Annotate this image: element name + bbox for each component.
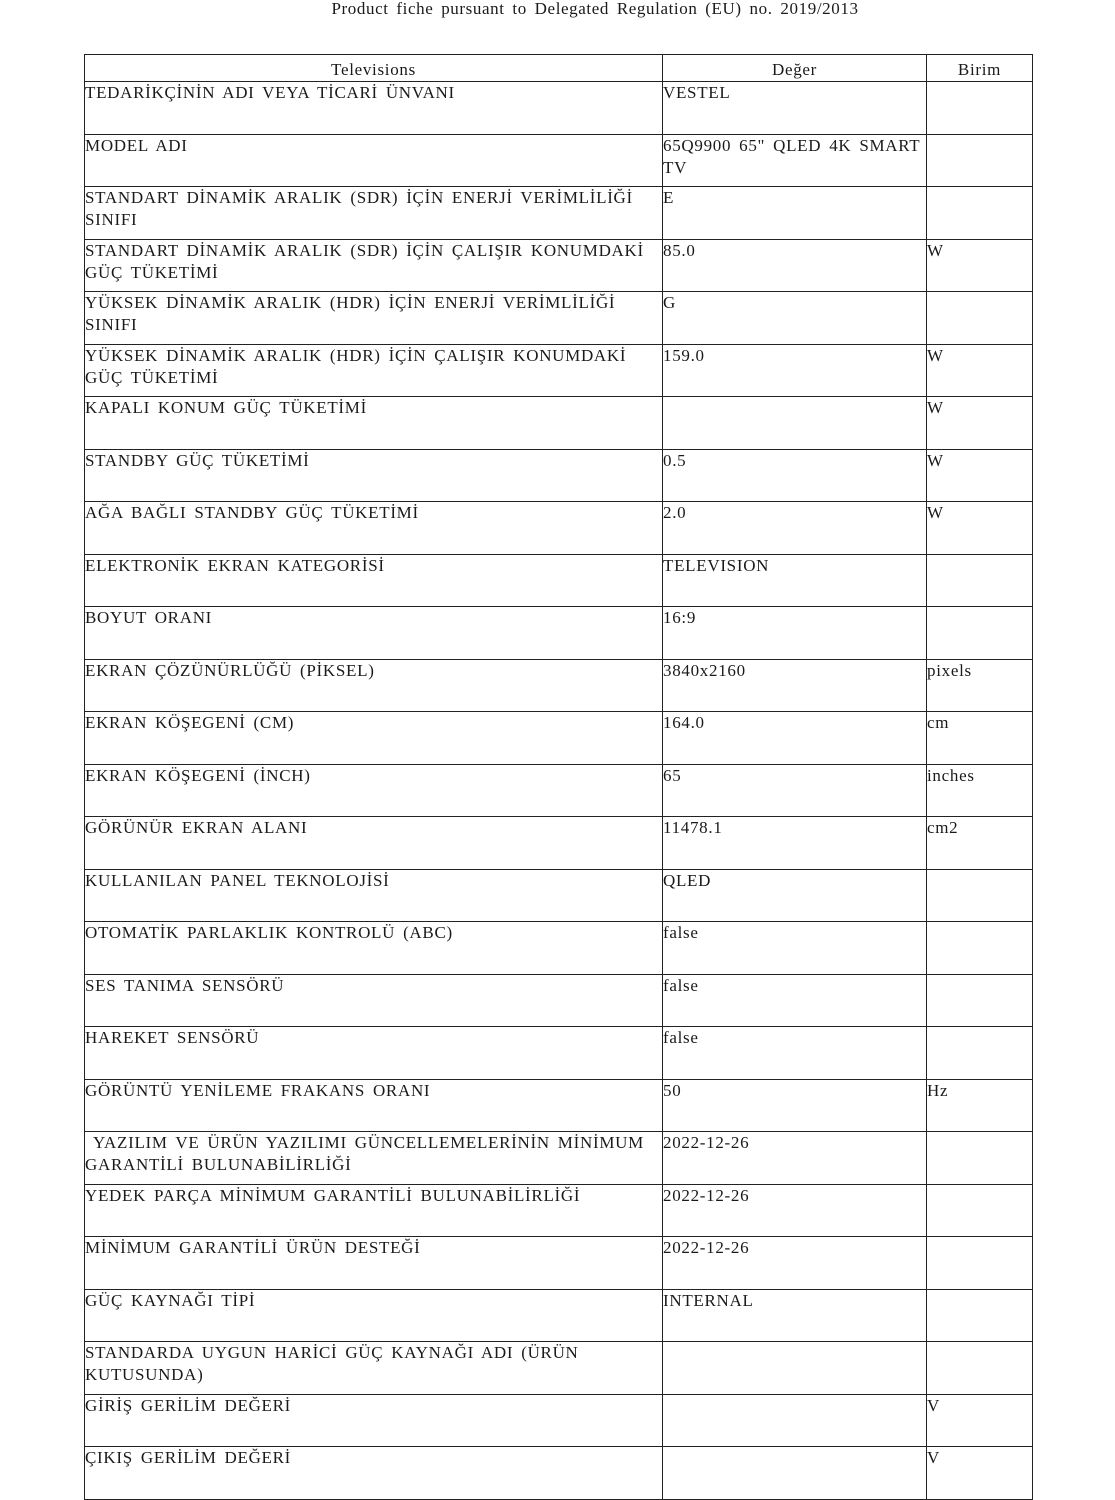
row-unit: cm: [927, 712, 1033, 765]
table-row: [85, 187, 1033, 240]
row-value: false: [663, 1027, 927, 1080]
row-unit: [927, 1289, 1033, 1342]
row-label: YAZILIM VE ÜRÜN YAZILIMI GÜNCELLEMELERİNİN MİNİMUM GARANTİLİ BULUNABİLİRLİĞİ: [85, 1132, 663, 1185]
row-label: AĞA BAĞLI STANDBY GÜÇ TÜKETİMİ: [85, 502, 663, 555]
row-value: false: [663, 922, 927, 975]
row-value: [663, 1342, 927, 1395]
row-value: 2.0: [663, 502, 927, 555]
row-value: [663, 1394, 927, 1447]
row-unit: cm2: [927, 817, 1033, 870]
table-header-row: [85, 55, 1033, 82]
table-row: [85, 449, 1033, 502]
row-value: 65: [663, 764, 927, 817]
row-unit: [927, 187, 1033, 240]
row-label: ELEKTRONİK EKRAN KATEGORİSİ: [85, 554, 663, 607]
table-row: [85, 1394, 1033, 1447]
table-row: [85, 554, 1033, 607]
header-televisions: Televisions: [85, 55, 663, 82]
table-row: [85, 292, 1033, 345]
row-label: STANDARDA UYGUN HARİCİ GÜÇ KAYNAĞI ADI (ÜRÜN KUTUSUNDA): [85, 1342, 663, 1395]
row-value: 11478.1: [663, 817, 927, 870]
row-label: HAREKET SENSÖRÜ: [85, 1027, 663, 1080]
row-value: 50: [663, 1079, 927, 1132]
table-row: [85, 1289, 1033, 1342]
row-label: STANDBY GÜÇ TÜKETİMİ: [85, 449, 663, 502]
header-value: Değer: [663, 55, 927, 82]
row-label: EKRAN KÖŞEGENİ (İNCH): [85, 764, 663, 817]
row-value: 2022-12-26: [663, 1184, 927, 1237]
table-row: [85, 869, 1033, 922]
row-label: YÜKSEK DİNAMİK ARALIK (HDR) İÇİN ENERJİ VERİMLİLİĞİ SINIFI: [85, 292, 663, 345]
table-row: [85, 764, 1033, 817]
row-label: TEDARİKÇİNİN ADI VEYA TİCARİ ÜNVANI: [85, 82, 663, 135]
row-unit: [927, 869, 1033, 922]
row-label: GİRİŞ GERİLİM DEĞERİ: [85, 1394, 663, 1447]
row-label: YEDEK PARÇA MİNİMUM GARANTİLİ BULUNABİLİRLİĞİ: [85, 1184, 663, 1237]
table-row: [85, 1132, 1033, 1185]
row-label: EKRAN KÖŞEGENİ (CM): [85, 712, 663, 765]
row-unit: pixels: [927, 659, 1033, 712]
row-value: 65Q9900 65" QLED 4K SMART TV: [663, 134, 927, 187]
row-value: 16:9: [663, 607, 927, 660]
row-label: EKRAN ÇÖZÜNÜRLÜĞÜ (PİKSEL): [85, 659, 663, 712]
row-label: OTOMATİK PARLAKLIK KONTROLÜ (ABC): [85, 922, 663, 975]
row-value: [663, 1447, 927, 1500]
row-value: INTERNAL: [663, 1289, 927, 1342]
row-label: GÜÇ KAYNAĞI TİPİ: [85, 1289, 663, 1342]
table-row: [85, 712, 1033, 765]
row-label: GÖRÜNTÜ YENİLEME FRAKANS ORANI: [85, 1079, 663, 1132]
row-unit: [927, 1132, 1033, 1185]
row-unit: [927, 554, 1033, 607]
table-body: [85, 82, 1033, 1500]
row-unit: [927, 1184, 1033, 1237]
row-value: 164.0: [663, 712, 927, 765]
table-row: [85, 1447, 1033, 1500]
row-unit: W: [927, 397, 1033, 450]
row-label: MİNİMUM GARANTİLİ ÜRÜN DESTEĞİ: [85, 1237, 663, 1290]
row-unit: [927, 292, 1033, 345]
row-unit: W: [927, 502, 1033, 555]
row-label: YÜKSEK DİNAMİK ARALIK (HDR) İÇİN ÇALIŞIR KONUMDAKİ GÜÇ TÜKETİMİ: [85, 344, 663, 397]
table-row: [85, 817, 1033, 870]
row-value: 3840x2160: [663, 659, 927, 712]
header-unit: Birim: [927, 55, 1033, 82]
row-value: 2022-12-26: [663, 1237, 927, 1290]
table-row: [85, 1027, 1033, 1080]
table-row: [85, 1184, 1033, 1237]
row-unit: [927, 607, 1033, 660]
product-fiche-table: [84, 54, 1033, 1500]
table-row: [85, 922, 1033, 975]
row-label: KAPALI KONUM GÜÇ TÜKETİMİ: [85, 397, 663, 450]
row-label: KULLANILAN PANEL TEKNOLOJİSİ: [85, 869, 663, 922]
row-unit: W: [927, 449, 1033, 502]
row-unit: V: [927, 1447, 1033, 1500]
row-unit: [927, 1237, 1033, 1290]
row-value: QLED: [663, 869, 927, 922]
table-row: [85, 1342, 1033, 1395]
table-row: [85, 659, 1033, 712]
row-value: G: [663, 292, 927, 345]
row-value: 85.0: [663, 239, 927, 292]
row-value: [663, 397, 927, 450]
table-row: [85, 344, 1033, 397]
row-value: 2022-12-26: [663, 1132, 927, 1185]
row-value: false: [663, 974, 927, 1027]
row-unit: W: [927, 344, 1033, 397]
row-unit: [927, 82, 1033, 135]
row-unit: [927, 974, 1033, 1027]
table-row: [85, 607, 1033, 660]
row-unit: [927, 922, 1033, 975]
table-row: [85, 1237, 1033, 1290]
row-label: ÇIKIŞ GERİLİM DEĞERİ: [85, 1447, 663, 1500]
table-row: [85, 397, 1033, 450]
row-value: 0.5: [663, 449, 927, 502]
row-label: MODEL ADI: [85, 134, 663, 187]
document-title: Product fiche pursuant to Delegated Regulation (EU) no. 2019/2013: [331, 0, 859, 18]
row-unit: W: [927, 239, 1033, 292]
table-row: [85, 82, 1033, 135]
row-label: STANDART DİNAMİK ARALIK (SDR) İÇİN ÇALIŞIR KONUMDAKİ GÜÇ TÜKETİMİ: [85, 239, 663, 292]
row-label: SES TANIMA SENSÖRÜ: [85, 974, 663, 1027]
row-unit: [927, 1342, 1033, 1395]
row-value: 159.0: [663, 344, 927, 397]
row-unit: Hz: [927, 1079, 1033, 1132]
table-row: [85, 239, 1033, 292]
row-value: E: [663, 187, 927, 240]
row-label: STANDART DİNAMİK ARALIK (SDR) İÇİN ENERJİ VERİMLİLİĞİ SINIFI: [85, 187, 663, 240]
table-row: [85, 502, 1033, 555]
row-label: GÖRÜNÜR EKRAN ALANI: [85, 817, 663, 870]
row-unit: V: [927, 1394, 1033, 1447]
row-unit: inches: [927, 764, 1033, 817]
table-row: [85, 134, 1033, 187]
row-value: TELEVISION: [663, 554, 927, 607]
row-value: VESTEL: [663, 82, 927, 135]
row-label: BOYUT ORANI: [85, 607, 663, 660]
row-unit: [927, 134, 1033, 187]
table-row: [85, 974, 1033, 1027]
table-row: [85, 1079, 1033, 1132]
row-unit: [927, 1027, 1033, 1080]
